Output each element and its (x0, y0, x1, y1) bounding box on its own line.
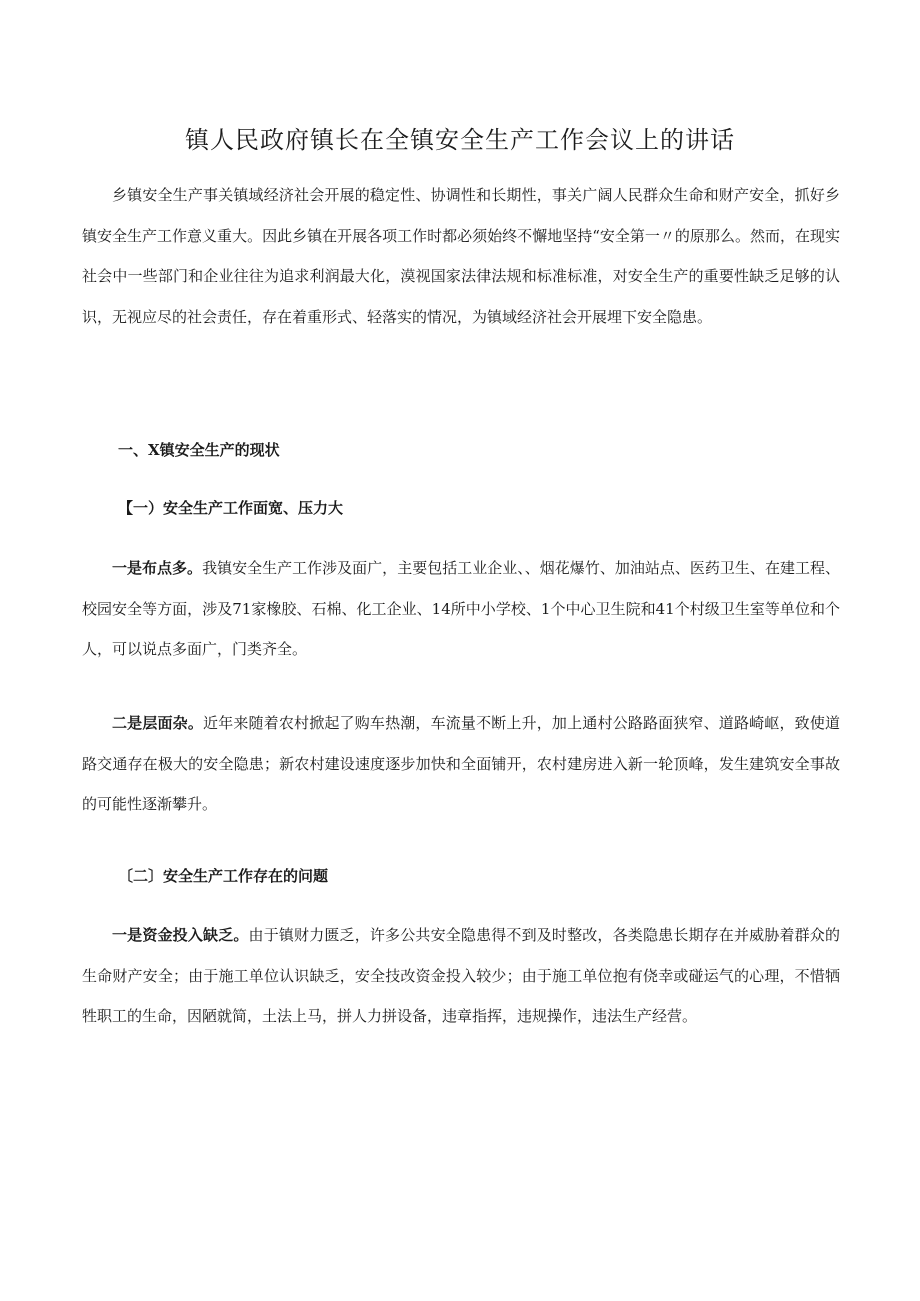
section-heading-status: 一、X镇安全生产的现状 (118, 441, 280, 459)
paragraph-text: 近年来随着农村掀起了购车热潮，车流量不断上升，加上通村公路路面狭窄、道路崎岖，致使道路交通存在极大的安全隐患；新农村建设速度逐步加快和全面铺开，农村建房进入新一轮顶峰，发生建筑安全事故的可能性逐渐攀升。 (82, 714, 840, 813)
paragraph-complex-layers (82, 703, 840, 825)
paragraph-text: 由于镇财力匮乏，许多公共安全隐患得不到及时整改，各类隐患长期存在并威胁着群众的生命财产安全；由于施工单位认识缺乏，安全技改资金投入较少；由于施工单位抱有侥幸或碰运气的心理，不惜牺牲职工的生命，因陋就简，土法上马，拼人力拼设备，违章指挥，违规操作，违法生产经营。 (82, 926, 840, 1025)
subsection-heading-problems: 〔二〕安全生产工作存在的问题 (118, 867, 329, 885)
paragraph-many-points (82, 548, 840, 670)
paragraph-insufficient-funding (82, 915, 840, 1037)
subsection-heading-wide-scope: 【一）安全生产工作面宽、压力大 (118, 499, 344, 517)
paragraph-lead: 二是层面杂。 (112, 714, 204, 732)
paragraph-text: 我镇安全生产工作涉及面广，主要包括工业企业、、烟花爆竹、加油站点、医药卫生、在建工程、校园安全等方面，涉及71家橡胶、石棉、化工企业、14所中小学校、1个中心卫生院和41个村级卫生室等单位和个人，可以说点多面广，门类齐全。 (82, 559, 840, 658)
paragraph-lead: 一是布点多。 (112, 559, 203, 577)
document-title: 镇人民政府镇长在全镇安全生产工作会议上的讲话 (185, 126, 735, 154)
paragraph-lead: 一是资金投入缺乏。 (112, 926, 249, 944)
intro-paragraph: 乡镇安全生产事关镇域经济社会开展的稳定性、协调性和长期性，事关广阔人民群众生命和财产安全，抓好乡镇安全生产工作意义重大。因此乡镇在开展各项工作时都必须始终不懈地坚持“安全第一〃的原那么。然而，在现实社会中一些部门和企业往往为追求利润最大化，漠视国家法律法规和标准标准，对安全生产的重要性缺乏足够的认识，无视应尽的社会责任，存在着重形式、轻落实的情况，为镇域经济社会开展埋下安全隐患。 (82, 186, 840, 326)
